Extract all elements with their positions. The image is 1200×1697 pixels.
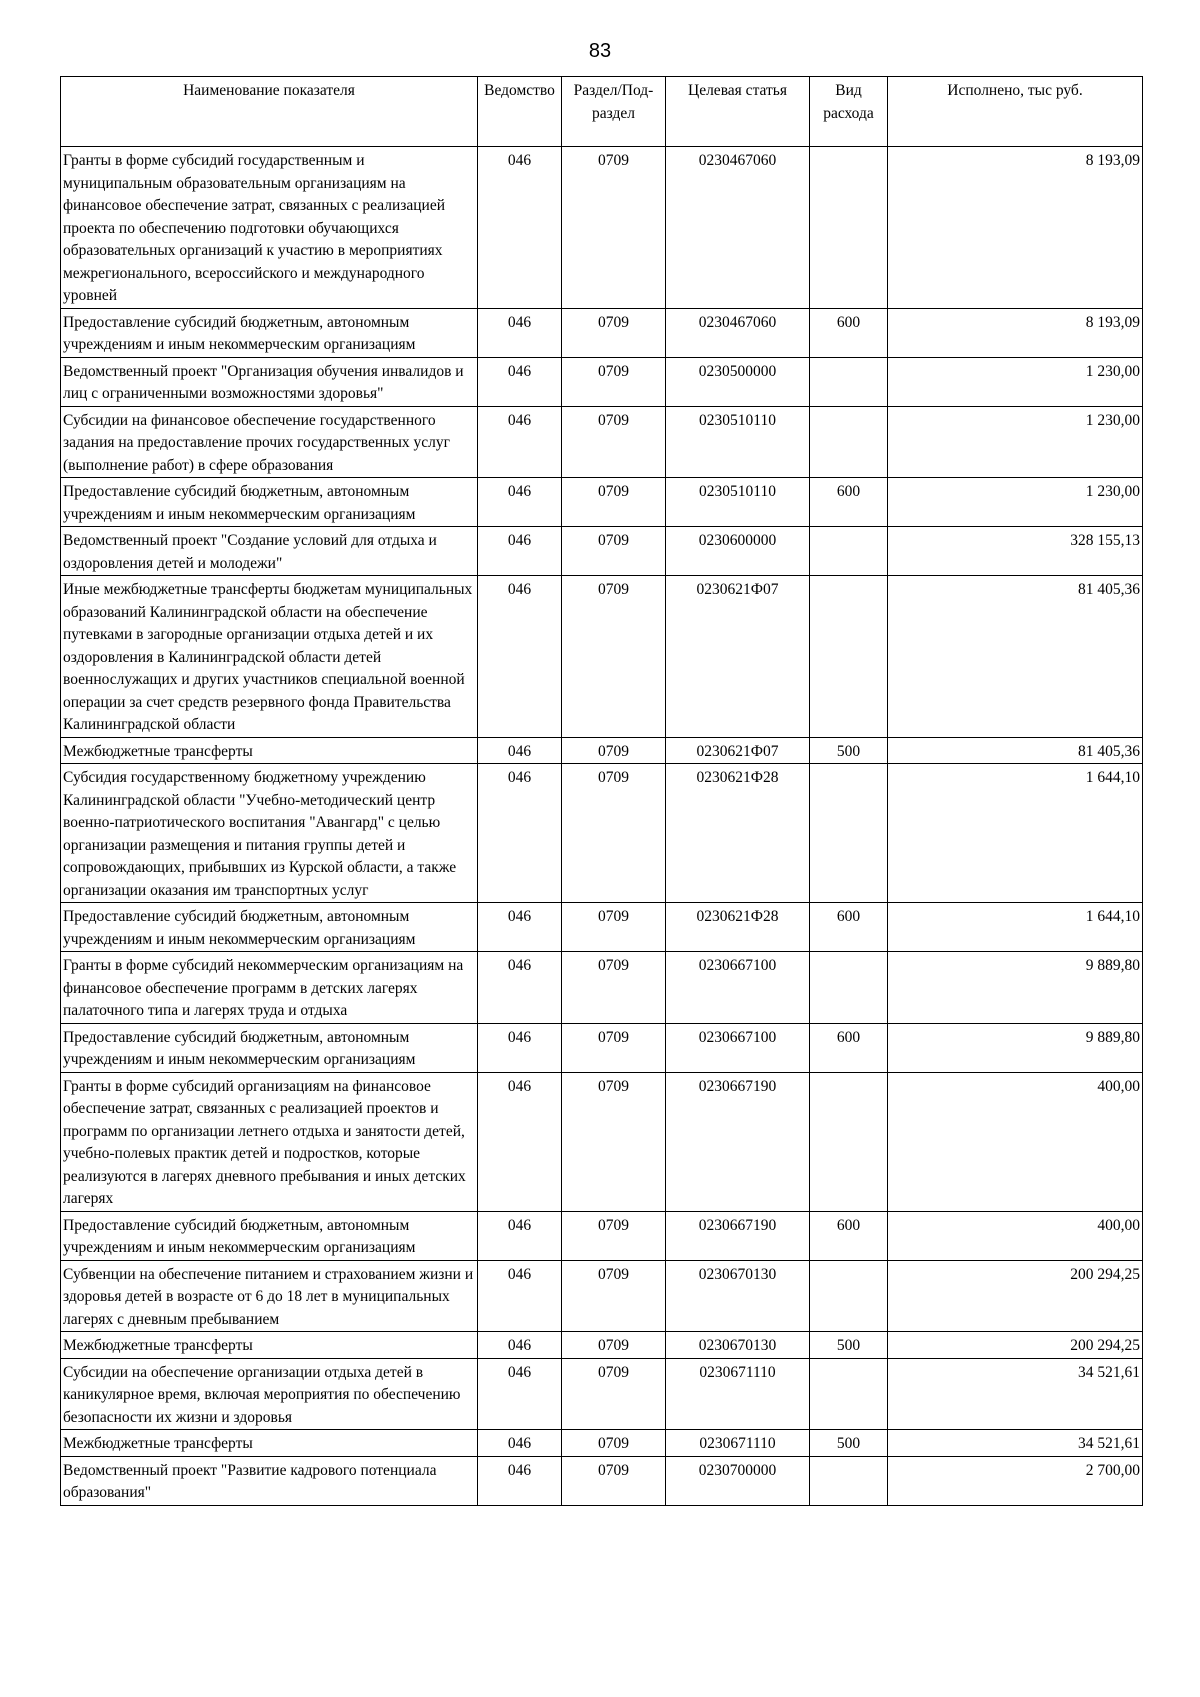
cell-name: Межбюджетные трансферты xyxy=(61,737,478,764)
table-row xyxy=(61,1260,1143,1332)
table-body xyxy=(61,147,1143,1506)
cell-kind xyxy=(810,527,888,576)
cell-target: 0230670130 xyxy=(666,1260,810,1332)
cell-target: 0230600000 xyxy=(666,527,810,576)
cell-name: Ведомственный проект "Развитие кадрового потенциала образования" xyxy=(61,1456,478,1505)
cell-department: 046 xyxy=(478,1260,562,1332)
cell-kind: 600 xyxy=(810,1023,888,1072)
page-number: 83 xyxy=(588,40,612,62)
cell-target: 0230500000 xyxy=(666,357,810,406)
table-row xyxy=(61,952,1143,1024)
cell-department: 046 xyxy=(478,1332,562,1359)
cell-department: 046 xyxy=(478,1072,562,1211)
cell-kind xyxy=(810,1260,888,1332)
cell-department: 046 xyxy=(478,737,562,764)
table-row xyxy=(61,147,1143,309)
cell-department: 046 xyxy=(478,576,562,738)
cell-name: Предоставление субсидий бюджетным, автономным учреждениям и иным некоммерческим организациям xyxy=(61,478,478,527)
cell-target: 0230510110 xyxy=(666,406,810,478)
cell-department: 046 xyxy=(478,406,562,478)
table-row xyxy=(61,1211,1143,1260)
cell-kind: 500 xyxy=(810,1332,888,1359)
cell-name: Ведомственный проект "Создание условий для отдыха и оздоровления детей и молодежи" xyxy=(61,527,478,576)
cell-section: 0709 xyxy=(562,147,666,309)
cell-kind xyxy=(810,1456,888,1505)
cell-target: 0230667190 xyxy=(666,1211,810,1260)
cell-target: 0230467060 xyxy=(666,308,810,357)
cell-section: 0709 xyxy=(562,1211,666,1260)
cell-target: 0230510110 xyxy=(666,478,810,527)
cell-kind: 600 xyxy=(810,903,888,952)
cell-department: 046 xyxy=(478,952,562,1024)
header-name: Наименование показателя xyxy=(61,77,478,147)
cell-kind: 600 xyxy=(810,308,888,357)
cell-kind: 600 xyxy=(810,478,888,527)
table-row xyxy=(61,764,1143,903)
header-amount: Исполнено, тыс руб. xyxy=(888,77,1143,147)
cell-target: 0230621Ф28 xyxy=(666,764,810,903)
cell-name: Субвенции на обеспечение питанием и страхованием жизни и здоровья детей в возрасте от 6 до 18 лет в муниципальных лагерях с дневным пребыванием xyxy=(61,1260,478,1332)
cell-name: Субсидии на финансовое обеспечение государственного задания на предоставление прочих государственных услуг (выполнение работ) в сфере образования xyxy=(61,406,478,478)
table-row xyxy=(61,576,1143,738)
cell-amount: 1 644,10 xyxy=(888,903,1143,952)
cell-department: 046 xyxy=(478,1211,562,1260)
cell-section: 0709 xyxy=(562,1023,666,1072)
cell-target: 0230667100 xyxy=(666,1023,810,1072)
table-row xyxy=(61,527,1143,576)
cell-section: 0709 xyxy=(562,903,666,952)
cell-section: 0709 xyxy=(562,406,666,478)
cell-name: Предоставление субсидий бюджетным, автономным учреждениям и иным некоммерческим организациям xyxy=(61,903,478,952)
cell-name: Субсидия государственному бюджетному учреждению Калининградской области "Учебно-методический центр военно-патриотического воспитания "Авангард" с целью организации размещения и питания группы детей и сопровождающих, прибывших из Курской области, а также организации оказания им транспортных услуг xyxy=(61,764,478,903)
table-row xyxy=(61,478,1143,527)
cell-amount: 34 521,61 xyxy=(888,1430,1143,1457)
header-section: Раздел/Под-раздел xyxy=(562,77,666,147)
cell-target: 0230621Ф07 xyxy=(666,576,810,738)
cell-amount: 1 644,10 xyxy=(888,764,1143,903)
cell-department: 046 xyxy=(478,1023,562,1072)
table-row xyxy=(61,1430,1143,1457)
table-row xyxy=(61,1332,1143,1359)
table-row xyxy=(61,1072,1143,1211)
cell-name: Межбюджетные трансферты xyxy=(61,1430,478,1457)
cell-amount: 8 193,09 xyxy=(888,147,1143,309)
cell-section: 0709 xyxy=(562,1456,666,1505)
cell-section: 0709 xyxy=(562,1260,666,1332)
cell-section: 0709 xyxy=(562,1430,666,1457)
table-row xyxy=(61,903,1143,952)
table-row xyxy=(61,406,1143,478)
cell-amount: 1 230,00 xyxy=(888,406,1143,478)
table-row xyxy=(61,737,1143,764)
cell-kind xyxy=(810,764,888,903)
cell-section: 0709 xyxy=(562,764,666,903)
cell-section: 0709 xyxy=(562,576,666,738)
cell-kind: 600 xyxy=(810,1211,888,1260)
cell-kind xyxy=(810,952,888,1024)
cell-kind xyxy=(810,357,888,406)
cell-target: 0230621Ф07 xyxy=(666,737,810,764)
cell-amount: 1 230,00 xyxy=(888,357,1143,406)
header-department: Ведомство xyxy=(478,77,562,147)
cell-name: Гранты в форме субсидий организациям на финансовое обеспечение затрат, связанных с реализацией проектов и программ по организации летнего отдыха и занятости детей, учебно-полевых практик детей и подростков, которые реализуются в лагерях дневного пребывания и иных детских лагерях xyxy=(61,1072,478,1211)
cell-kind: 500 xyxy=(810,737,888,764)
table-row xyxy=(61,308,1143,357)
cell-amount: 81 405,36 xyxy=(888,576,1143,738)
cell-name: Предоставление субсидий бюджетным, автономным учреждениям и иным некоммерческим организациям xyxy=(61,1211,478,1260)
cell-kind xyxy=(810,406,888,478)
cell-name: Гранты в форме субсидий государственным и муниципальным образовательным организациям на финансовое обеспечение затрат, связанных с реализацией проекта по обеспечению подготовки обучающихся образовательных организаций к участию в мероприятиях межрегионального, всероссийского и международного уровней xyxy=(61,147,478,309)
cell-kind xyxy=(810,1072,888,1211)
cell-section: 0709 xyxy=(562,1072,666,1211)
cell-name: Межбюджетные трансферты xyxy=(61,1332,478,1359)
cell-department: 046 xyxy=(478,527,562,576)
cell-amount: 400,00 xyxy=(888,1211,1143,1260)
table-row xyxy=(61,357,1143,406)
cell-amount: 200 294,25 xyxy=(888,1260,1143,1332)
cell-name: Предоставление субсидий бюджетным, автономным учреждениям и иным некоммерческим организациям xyxy=(61,308,478,357)
cell-target: 0230621Ф28 xyxy=(666,903,810,952)
cell-department: 046 xyxy=(478,903,562,952)
cell-department: 046 xyxy=(478,147,562,309)
cell-department: 046 xyxy=(478,1358,562,1430)
cell-department: 046 xyxy=(478,308,562,357)
cell-amount: 81 405,36 xyxy=(888,737,1143,764)
cell-kind: 500 xyxy=(810,1430,888,1457)
cell-department: 046 xyxy=(478,1456,562,1505)
cell-target: 0230700000 xyxy=(666,1456,810,1505)
cell-amount: 34 521,61 xyxy=(888,1358,1143,1430)
cell-section: 0709 xyxy=(562,478,666,527)
cell-section: 0709 xyxy=(562,1332,666,1359)
cell-name: Иные межбюджетные трансферты бюджетам муниципальных образований Калининградской области на обеспечение путевками в загородные организации отдыха детей и их оздоровления в Калининградской области детей военнослужащих и других участников специальной военной операции за счет средств резервного фонда Правительства Калининградской области xyxy=(61,576,478,738)
header-target: Целевая статья xyxy=(666,77,810,147)
cell-amount: 9 889,80 xyxy=(888,952,1143,1024)
cell-department: 046 xyxy=(478,357,562,406)
cell-name: Гранты в форме субсидий некоммерческим организациям на финансовое обеспечение программ в детских лагерях палаточного типа и лагерях труда и отдыха xyxy=(61,952,478,1024)
cell-kind xyxy=(810,147,888,309)
cell-kind xyxy=(810,1358,888,1430)
table-row xyxy=(61,1358,1143,1430)
cell-target: 0230667190 xyxy=(666,1072,810,1211)
cell-target: 0230667100 xyxy=(666,952,810,1024)
cell-section: 0709 xyxy=(562,1358,666,1430)
cell-name: Предоставление субсидий бюджетным, автономным учреждениям и иным некоммерческим организациям xyxy=(61,1023,478,1072)
cell-target: 0230671110 xyxy=(666,1358,810,1430)
cell-department: 046 xyxy=(478,478,562,527)
header-kind: Вид расхода xyxy=(810,77,888,147)
cell-amount: 2 700,00 xyxy=(888,1456,1143,1505)
budget-table xyxy=(60,76,1143,1506)
cell-amount: 400,00 xyxy=(888,1072,1143,1211)
cell-section: 0709 xyxy=(562,357,666,406)
cell-section: 0709 xyxy=(562,308,666,357)
cell-target: 0230467060 xyxy=(666,147,810,309)
table-row xyxy=(61,1023,1143,1072)
cell-department: 046 xyxy=(478,1430,562,1457)
cell-amount: 1 230,00 xyxy=(888,478,1143,527)
cell-amount: 328 155,13 xyxy=(888,527,1143,576)
cell-section: 0709 xyxy=(562,737,666,764)
cell-amount: 9 889,80 xyxy=(888,1023,1143,1072)
cell-name: Ведомственный проект "Организация обучения инвалидов и лиц с ограниченными возможностями здоровья" xyxy=(61,357,478,406)
cell-target: 0230670130 xyxy=(666,1332,810,1359)
cell-section: 0709 xyxy=(562,527,666,576)
cell-name: Субсидии на обеспечение организации отдыха детей в каникулярное время, включая мероприятия по обеспечению безопасности их жизни и здоровья xyxy=(61,1358,478,1430)
cell-amount: 8 193,09 xyxy=(888,308,1143,357)
table-header-row xyxy=(61,77,1143,147)
cell-section: 0709 xyxy=(562,952,666,1024)
table-row xyxy=(61,1456,1143,1505)
cell-department: 046 xyxy=(478,764,562,903)
cell-amount: 200 294,25 xyxy=(888,1332,1143,1359)
cell-target: 0230671110 xyxy=(666,1430,810,1457)
cell-kind xyxy=(810,576,888,738)
